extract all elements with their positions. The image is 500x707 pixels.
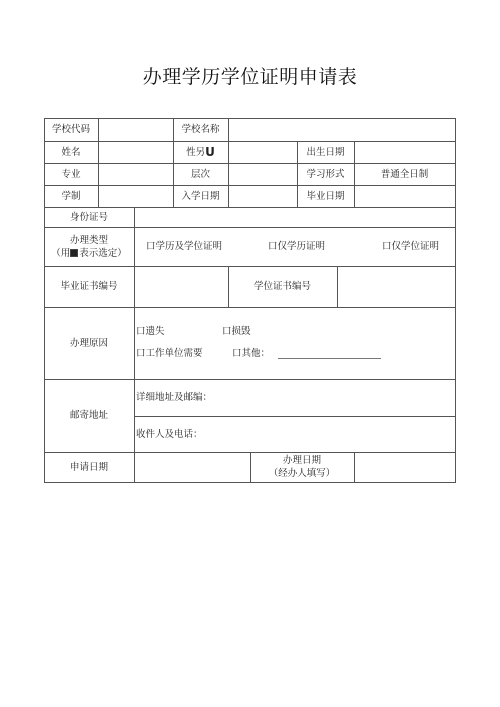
process-type-title: 办理类型 bbox=[69, 234, 108, 246]
grad-date-field[interactable] bbox=[354, 185, 455, 207]
reason-damaged-option[interactable] bbox=[222, 324, 282, 338]
major-label: 专业 bbox=[61, 168, 81, 180]
process-date-note: （经办人填写） bbox=[268, 468, 336, 479]
process-type-hint bbox=[51, 247, 127, 260]
process-date-field[interactable] bbox=[354, 452, 455, 482]
degree-cert-no-label: 学位证书编号 bbox=[253, 281, 311, 292]
name-label: 姓名 bbox=[61, 146, 81, 158]
mail-address-label: 详细地址及邮编： bbox=[136, 391, 213, 403]
reason-option-label: 其他： bbox=[241, 347, 271, 359]
study-form-value: 普通全日制 bbox=[380, 168, 429, 180]
checkbox-icon: 口 bbox=[136, 325, 146, 337]
process-date-label bbox=[250, 452, 354, 482]
reason-option-label: 遗失 bbox=[145, 325, 165, 337]
page-title: 办理学历学位证明申请表 bbox=[142, 66, 358, 88]
enroll-date-field[interactable] bbox=[228, 185, 297, 207]
hint-suffix: 表示选定） bbox=[79, 247, 127, 259]
process-type-label bbox=[44, 227, 134, 266]
duration-label: 学制 bbox=[61, 190, 81, 202]
checkbox-icon: 口 bbox=[146, 241, 156, 252]
checkbox-icon: 口 bbox=[136, 347, 146, 359]
id-number-label: 身份证号 bbox=[69, 211, 108, 223]
reason-work-option[interactable] bbox=[136, 346, 236, 360]
mail-recipient-label: 收件人及电话： bbox=[136, 428, 203, 440]
grad-cert-no-label: 毕业证书编号 bbox=[60, 281, 118, 292]
duration-field[interactable] bbox=[98, 185, 173, 207]
reason-label: 办理原因 bbox=[69, 337, 108, 349]
hint-prefix: （用 bbox=[51, 247, 71, 259]
school-code-field[interactable] bbox=[98, 118, 173, 141]
checkbox-icon: 口 bbox=[268, 241, 278, 252]
level-field[interactable] bbox=[228, 163, 297, 185]
name-field[interactable] bbox=[98, 141, 173, 163]
reason-option-label: 损毁 bbox=[231, 325, 251, 337]
apply-date-field[interactable] bbox=[134, 452, 250, 482]
type-option-diploma-only[interactable] bbox=[268, 227, 348, 266]
type-option-degree-and-diploma[interactable] bbox=[146, 227, 246, 266]
enroll-date-label: 入学日期 bbox=[181, 190, 220, 202]
id-number-field[interactable] bbox=[134, 207, 455, 227]
study-form-label: 学习形式 bbox=[306, 168, 345, 180]
birth-date-label: 出生日期 bbox=[306, 146, 345, 158]
checkbox-icon: 口 bbox=[382, 241, 392, 252]
major-field[interactable] bbox=[98, 163, 173, 185]
school-code-label: 学校代码 bbox=[51, 124, 90, 135]
reason-option-label: 工作单位需要 bbox=[145, 347, 203, 359]
process-date-title: 办理日期 bbox=[282, 455, 321, 466]
type-option-label: 仅学历证明 bbox=[277, 241, 326, 252]
checkbox-icon: 口 bbox=[222, 325, 232, 337]
school-name-field[interactable] bbox=[228, 118, 455, 141]
gender-label bbox=[173, 141, 228, 163]
gender-field[interactable] bbox=[228, 141, 297, 163]
school-name-label: 学校名称 bbox=[181, 124, 220, 135]
degree-cert-no-field[interactable] bbox=[337, 266, 455, 307]
apply-date-label: 申请日期 bbox=[69, 461, 108, 473]
mail-label: 邮寄地址 bbox=[69, 410, 108, 421]
level-label: 层次 bbox=[190, 168, 210, 180]
type-option-label: 仅学位证明 bbox=[391, 241, 440, 252]
gender-label-text: 性另 bbox=[186, 146, 206, 158]
reason-lost-option[interactable] bbox=[136, 324, 196, 338]
filled-box-icon bbox=[70, 249, 78, 257]
grad-date-label: 毕业日期 bbox=[306, 190, 345, 202]
reason-other-input-line[interactable] bbox=[278, 358, 381, 359]
type-option-label: 学历及学位证明 bbox=[155, 241, 223, 252]
type-option-degree-only[interactable] bbox=[382, 227, 454, 266]
grad-cert-no-field[interactable] bbox=[134, 266, 228, 307]
gender-mark: U bbox=[205, 144, 215, 159]
checkbox-icon: 口 bbox=[232, 347, 242, 359]
birth-date-field[interactable] bbox=[354, 141, 455, 163]
